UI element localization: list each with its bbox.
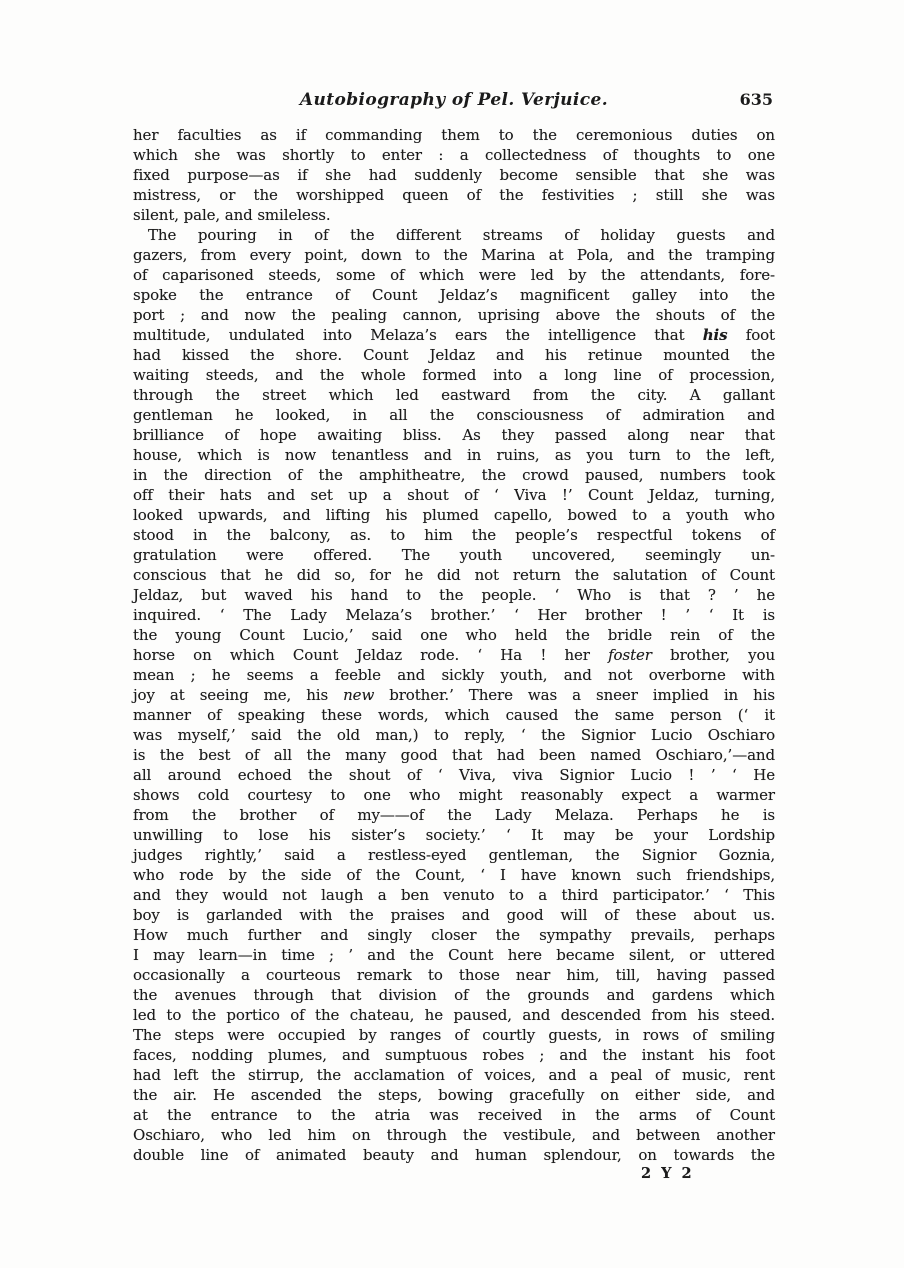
text-line: faces, nodding plumes, and sumptuous robes ; and the instant his foot: [133, 1046, 775, 1064]
text-line: inquired. ‘ The Lady Melaza’s brother.’ ‘ Her brother ! ’ ‘ It is: [133, 606, 775, 624]
text-line: spoke the entrance of Count Jeldaz’s magnificent galley into the: [133, 286, 775, 304]
text-line: had kissed the shore. Count Jeldaz and his retinue mounted the: [133, 346, 775, 364]
text-line: house, which is now tenantless and in ruins, as you turn to the left,: [133, 446, 775, 464]
text-line: gentleman he looked, in all the consciousness of admiration and: [133, 406, 775, 424]
page-body: [133, 125, 775, 1165]
text-line: double line of animated beauty and human splendour, on towards the: [133, 1146, 775, 1164]
text-line: brilliance of hope awaiting bliss. As they passed along near that: [133, 426, 775, 444]
running-title: Autobiography of Pel. Verjuice.: [299, 90, 609, 110]
text-line: is the best of all the many good that had been named Oschiaro,’—and: [133, 746, 775, 764]
text-line: at the entrance to the atria was received in the arms of Count: [133, 1106, 775, 1124]
text-line: silent, pale, and smileless.: [133, 206, 331, 224]
text-line: looked upwards, and lifting his plumed capello, bowed to a youth who: [133, 506, 775, 524]
text-line: boy is garlanded with the praises and good will of these about us.: [133, 906, 775, 924]
text-line: mean ; he seems a feeble and sickly youth, and not overborne with: [133, 666, 775, 684]
text-line: joy at seeing me, his new brother.’ There was a sneer implied in his: [133, 686, 775, 704]
text-line: fixed purpose—as if she had suddenly become sensible that she was: [133, 166, 775, 184]
text-line: horse on which Count Jeldaz rode. ‘ Ha ! her foster brother, you: [133, 646, 776, 664]
text-line: the young Count Lucio,’ said one who held the bridle rein of the: [133, 626, 775, 644]
text-line: from the brother of my——of the Lady Melaza. Perhaps he is: [133, 806, 775, 824]
text-line: and they would not laugh a ben venuto to a third participator.’ ‘ This: [133, 886, 775, 904]
text-line: waiting steeds, and the whole formed into a long line of procession,: [133, 366, 775, 384]
text-line: through the street which led eastward from the city. A gallant: [133, 386, 775, 404]
page-number: 635: [739, 90, 773, 109]
text-line: conscious that he did so, for he did not return the salutation of Count: [133, 566, 775, 584]
text-line: her faculties as if commanding them to the ceremonious duties on: [133, 126, 775, 144]
text-line: gratulation were offered. The youth uncovered, seemingly un-: [133, 546, 775, 564]
text-line: occasionally a courteous remark to those near him, till, having passed: [133, 966, 775, 984]
text-line: off their hats and set up a shout of ‘ Viva !’ Count Jeldaz, turning,: [133, 486, 775, 504]
text-line: who rode by the side of the Count, ‘ I have known such friendships,: [133, 866, 775, 884]
text-line: I may learn—in time ; ’ and the Count here became silent, or uttered: [133, 946, 775, 964]
text-line: led to the portico of the chateau, he paused, and descended from his steed.: [133, 1006, 775, 1024]
text-line: mistress, or the worshipped queen of the festivities ; still she was: [133, 186, 775, 204]
text-line: the air. He ascended the steps, bowing gracefully on either side, and: [133, 1086, 775, 1104]
text-line: judges rightly,’ said a restless-eyed gentleman, the Signior Goznia,: [133, 846, 775, 864]
text-line: which she was shortly to enter : a collectedness of thoughts to one: [133, 146, 775, 164]
text-line: manner of speaking these words, which caused the same person (‘ it: [133, 706, 775, 724]
text-line: Jeldaz, but waved his hand to the people. ‘ Who is that ? ’ he: [133, 586, 775, 604]
text-line: port ; and now the pealing cannon, uprising above the shouts of the: [133, 306, 775, 324]
text-line: Oschiaro, who led him on through the vestibule, and between another: [133, 1126, 775, 1144]
text-line: was myself,’ said the old man,) to reply, ‘ the Signior Lucio Oschiaro: [133, 726, 775, 744]
text-line: The steps were occupied by ranges of courtly guests, in rows of smiling: [133, 1026, 775, 1044]
text-line: gazers, from every point, down to the Marina at Pola, and the tramping: [133, 246, 775, 264]
text-line: all around echoed the shout of ‘ Viva, viva Signior Lucio ! ’ ‘ He: [133, 766, 775, 784]
text-column: [133, 90, 775, 1182]
text-line: of caparisoned steeds, some of which were led by the attendants, fore-: [133, 266, 775, 284]
text-line: How much further and singly closer the sympathy prevails, perhaps: [133, 926, 775, 944]
text-line: The pouring in of the different streams of holiday guests and: [148, 226, 775, 244]
signature-mark: 2 Y 2: [641, 1165, 692, 1182]
running-header: [133, 90, 775, 112]
text-line: in the direction of the amphitheatre, the crowd paused, numbers took: [133, 466, 775, 484]
text-line: stood in the balcony, as. to him the people’s respectful tokens of: [133, 526, 775, 544]
text-line: unwilling to lose his sister’s society.’ ‘ It may be your Lordship: [133, 826, 775, 844]
text-line: had left the stirrup, the acclamation of voices, and a peal of music, rent: [133, 1066, 775, 1084]
text-line: shows cold courtesy to one who might reasonably expect a warmer: [133, 786, 775, 804]
text-line: multitude, undulated into Melaza’s ears the intelligence that his foot: [133, 326, 775, 344]
text-line: the avenues through that division of the grounds and gardens which: [133, 986, 775, 1004]
